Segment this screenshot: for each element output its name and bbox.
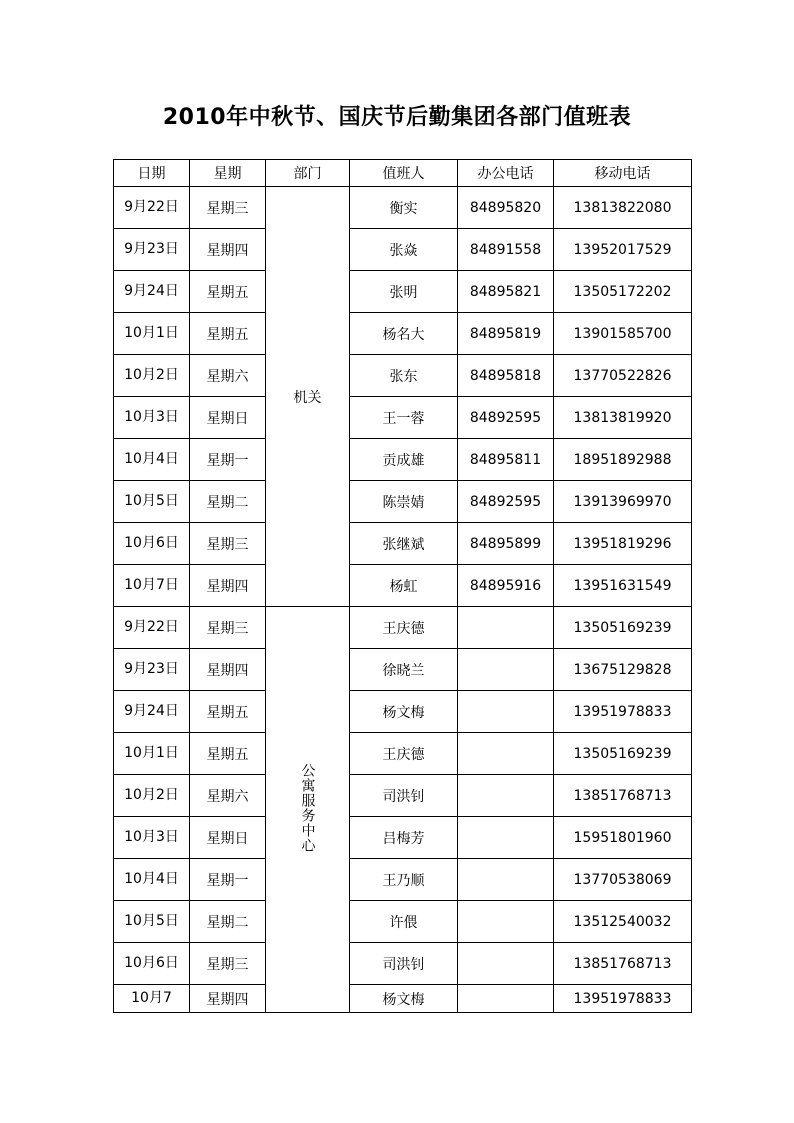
table-row	[114, 817, 692, 859]
header-dept: 部门	[266, 160, 350, 187]
date-cell: 9月22日	[114, 607, 190, 649]
table-row	[114, 439, 692, 481]
person-cell: 王一蓉	[350, 397, 458, 439]
header-date: 日期	[114, 160, 190, 187]
person-cell: 贡成雄	[350, 439, 458, 481]
weekday-cell: 星期二	[190, 481, 266, 523]
office-phone-cell: 84895821	[458, 271, 554, 313]
table-row	[114, 229, 692, 271]
office-phone-cell: 84895811	[458, 439, 554, 481]
date-cell: 9月24日	[114, 271, 190, 313]
mobile-phone-cell: 13813819920	[554, 397, 692, 439]
mobile-phone-cell: 18951892988	[554, 439, 692, 481]
weekday-cell: 星期五	[190, 271, 266, 313]
date-cell: 10月7	[114, 985, 190, 1013]
date-cell: 10月6日	[114, 523, 190, 565]
table-row	[114, 691, 692, 733]
mobile-phone-cell: 13813822080	[554, 187, 692, 229]
weekday-cell: 星期日	[190, 397, 266, 439]
table-row	[114, 187, 692, 229]
table-row	[114, 271, 692, 313]
person-cell: 陈崇婧	[350, 481, 458, 523]
person-cell: 张继斌	[350, 523, 458, 565]
weekday-cell: 星期五	[190, 313, 266, 355]
person-cell: 张东	[350, 355, 458, 397]
page-title: 2010年中秋节、国庆节后勤集团各部门值班表	[162, 105, 632, 130]
weekday-cell: 星期六	[190, 775, 266, 817]
mobile-phone-cell: 13505169239	[554, 733, 692, 775]
table-row	[114, 313, 692, 355]
weekday-cell: 星期五	[190, 733, 266, 775]
date-cell: 10月5日	[114, 481, 190, 523]
weekday-cell: 星期一	[190, 859, 266, 901]
person-cell: 王庆德	[350, 607, 458, 649]
person-cell: 许偎	[350, 901, 458, 943]
table-row	[114, 481, 692, 523]
mobile-phone-cell: 13505169239	[554, 607, 692, 649]
header-mobile-phone: 移动电话	[554, 160, 692, 187]
mobile-phone-cell: 13951978833	[554, 691, 692, 733]
dept-label: 机关	[293, 389, 322, 406]
mobile-phone-cell: 13675129828	[554, 649, 692, 691]
date-cell: 10月7日	[114, 565, 190, 607]
table-row	[114, 607, 692, 649]
person-cell: 张明	[350, 271, 458, 313]
person-cell: 杨文梅	[350, 985, 458, 1013]
person-cell: 徐晓兰	[350, 649, 458, 691]
office-phone-cell	[458, 943, 554, 985]
weekday-cell: 星期四	[190, 229, 266, 271]
office-phone-cell: 84895820	[458, 187, 554, 229]
table-row	[114, 397, 692, 439]
weekday-cell: 星期四	[190, 649, 266, 691]
weekday-cell: 星期五	[190, 691, 266, 733]
table-header-row	[114, 160, 692, 187]
date-cell: 9月22日	[114, 187, 190, 229]
table-row	[114, 859, 692, 901]
person-cell: 王乃顺	[350, 859, 458, 901]
weekday-cell: 星期三	[190, 187, 266, 229]
mobile-phone-cell: 13913969970	[554, 481, 692, 523]
person-cell: 吕梅芳	[350, 817, 458, 859]
person-cell: 杨虹	[350, 565, 458, 607]
mobile-phone-cell: 15951801960	[554, 817, 692, 859]
table-row	[114, 565, 692, 607]
date-cell: 10月4日	[114, 859, 190, 901]
office-phone-cell	[458, 817, 554, 859]
mobile-phone-cell: 13901585700	[554, 313, 692, 355]
office-phone-cell	[458, 607, 554, 649]
date-cell: 10月3日	[114, 817, 190, 859]
mobile-phone-cell: 13770538069	[554, 859, 692, 901]
table-row	[114, 649, 692, 691]
weekday-cell: 星期二	[190, 901, 266, 943]
table-row	[114, 943, 692, 985]
person-cell: 张焱	[350, 229, 458, 271]
office-phone-cell	[458, 775, 554, 817]
weekday-cell: 星期六	[190, 355, 266, 397]
table-row	[114, 733, 692, 775]
weekday-cell: 星期日	[190, 817, 266, 859]
date-cell: 10月6日	[114, 943, 190, 985]
table-row	[114, 901, 692, 943]
mobile-phone-cell: 13505172202	[554, 271, 692, 313]
header-weekday: 星期	[190, 160, 266, 187]
office-phone-cell: 84892595	[458, 481, 554, 523]
office-phone-cell: 84895916	[458, 565, 554, 607]
weekday-cell: 星期三	[190, 607, 266, 649]
office-phone-cell	[458, 901, 554, 943]
office-phone-cell	[458, 985, 554, 1013]
date-cell: 9月24日	[114, 691, 190, 733]
office-phone-cell	[458, 691, 554, 733]
table-row	[114, 523, 692, 565]
mobile-phone-cell: 13951978833	[554, 985, 692, 1013]
date-cell: 9月23日	[114, 229, 190, 271]
office-phone-cell	[458, 649, 554, 691]
date-cell: 9月23日	[114, 649, 190, 691]
weekday-cell: 星期一	[190, 439, 266, 481]
person-cell: 杨文梅	[350, 691, 458, 733]
mobile-phone-cell: 13951631549	[554, 565, 692, 607]
date-cell: 10月2日	[114, 775, 190, 817]
person-cell: 司洪钊	[350, 943, 458, 985]
mobile-phone-cell: 13512540032	[554, 901, 692, 943]
office-phone-cell: 84895899	[458, 523, 554, 565]
table-row	[114, 775, 692, 817]
dept-cell-apartment	[266, 607, 350, 1013]
office-phone-cell: 84892595	[458, 397, 554, 439]
weekday-cell: 星期三	[190, 943, 266, 985]
office-phone-cell	[458, 733, 554, 775]
office-phone-cell: 84895818	[458, 355, 554, 397]
mobile-phone-cell: 13851768713	[554, 775, 692, 817]
person-cell: 衡实	[350, 187, 458, 229]
person-cell: 司洪钊	[350, 775, 458, 817]
office-phone-cell: 84891558	[458, 229, 554, 271]
weekday-cell: 星期三	[190, 523, 266, 565]
header-person: 值班人	[350, 160, 458, 187]
office-phone-cell	[458, 859, 554, 901]
mobile-phone-cell: 13770522826	[554, 355, 692, 397]
date-cell: 10月4日	[114, 439, 190, 481]
person-cell: 王庆德	[350, 733, 458, 775]
weekday-cell: 星期四	[190, 985, 266, 1013]
table-row	[114, 355, 692, 397]
dept-cell-jiguan	[266, 187, 350, 607]
weekday-cell: 星期四	[190, 565, 266, 607]
table-row	[114, 985, 692, 1013]
mobile-phone-cell: 13952017529	[554, 229, 692, 271]
date-cell: 10月1日	[114, 733, 190, 775]
mobile-phone-cell: 13851768713	[554, 943, 692, 985]
date-cell: 10月1日	[114, 313, 190, 355]
date-cell: 10月5日	[114, 901, 190, 943]
dept-label: 公寓服务中心	[299, 762, 316, 853]
mobile-phone-cell: 13951819296	[554, 523, 692, 565]
header-office-phone: 办公电话	[458, 160, 554, 187]
person-cell: 杨名大	[350, 313, 458, 355]
date-cell: 10月2日	[114, 355, 190, 397]
office-phone-cell: 84895819	[458, 313, 554, 355]
duty-table	[113, 159, 692, 1013]
date-cell: 10月3日	[114, 397, 190, 439]
